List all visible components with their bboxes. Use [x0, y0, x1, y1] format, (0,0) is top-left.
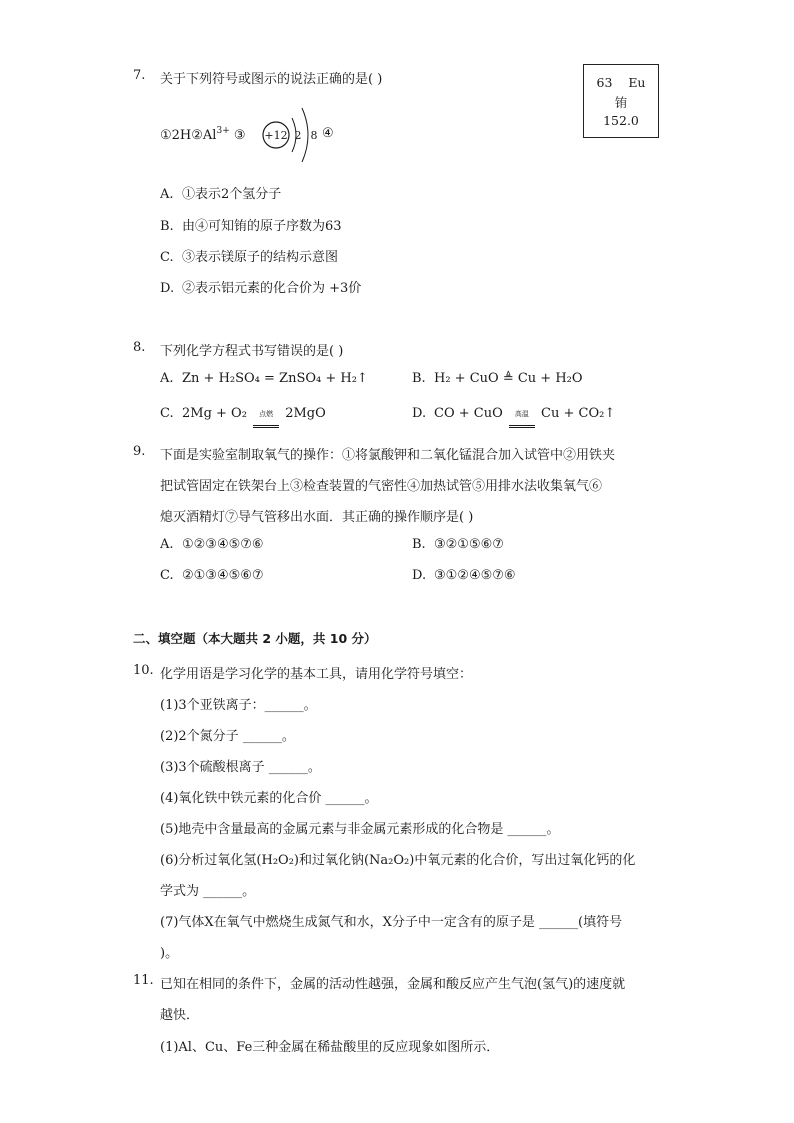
q10-item-5: (5)地壳中含量最高的金属元素与非金属元素形成的化合物是 ______。	[160, 822, 560, 837]
symbol-4-marker: ④	[322, 126, 334, 141]
symbol-3-marker: ③	[233, 128, 246, 143]
element-box-top	[584, 75, 658, 90]
option-letter: A.	[160, 371, 174, 386]
option-letter: D.	[412, 406, 427, 421]
option-text: ①表示2个氢分子	[182, 187, 282, 202]
nucleus-charge: +12	[264, 129, 288, 142]
q9-stem-line-1: 下面是实验室制取氧气的操作：①将氯酸钾和二氧化锰混合加入试管中②用铁夹	[160, 448, 616, 463]
q7-stem: 关于下列符号或图示的说法正确的是( )	[160, 72, 383, 87]
q9-number: 9.	[133, 444, 146, 459]
option-letter: A.	[160, 537, 174, 552]
element-box-europium	[583, 64, 659, 138]
option-text: ③表示镁原子的结构示意图	[182, 250, 339, 265]
q7-option-d	[160, 277, 361, 296]
section-2-heading: 二、填空题（本大题共 2 小题，共 10 分）	[133, 631, 377, 646]
q9-option-b	[412, 537, 504, 552]
q8-stem: 下列化学方程式书写错误的是( )	[160, 344, 344, 359]
reaction-condition: 点燃	[259, 410, 274, 418]
option-letter: D.	[160, 281, 175, 296]
q7-option-c	[160, 246, 338, 265]
element-mass: 152.0	[603, 113, 639, 128]
q11-stem-line-3: (1)Al、Cu、Fe三种金属在稀盐酸里的反应现象如图所示．	[160, 1040, 500, 1055]
symbol-al-charge: 3+	[216, 126, 230, 136]
option-letter: C.	[160, 250, 174, 265]
q10-item-6-line-2: 学式为 ______。	[160, 884, 256, 899]
shell-arc-2	[302, 108, 308, 162]
q8-option-c	[160, 406, 326, 421]
q10-stem: 化学用语是学习化学的基本工具，请用化学符号填空：	[160, 667, 473, 682]
q8-option-b	[412, 371, 583, 386]
option-letter: B.	[412, 371, 426, 386]
element-name: 铕	[614, 95, 628, 110]
option-text: ②①③④⑤⑥⑦	[182, 568, 264, 583]
shell-1-electrons: 2	[294, 129, 302, 142]
q10-item-3: (3)3个硫酸根离子 ______。	[160, 760, 321, 775]
q10-item-6-line-1: (6)分析过氧化氢(H₂O₂)和过氧化钠(Na₂O₂)中氧元素的化合价，写出过氧化钙的化	[160, 853, 636, 868]
q11-number: 11.	[133, 973, 154, 988]
option-letter: D.	[412, 568, 427, 583]
option-letter: C.	[160, 568, 174, 583]
option-text: ③①②④⑤⑦⑥	[434, 568, 516, 583]
symbol-2h: ①2H	[160, 128, 192, 143]
option-text: ③②①⑤⑥⑦	[434, 537, 504, 552]
q9-stem-line-3: 熄灭酒精灯⑦导气管移出水面．其正确的操作顺序是( )	[160, 510, 474, 525]
q9-option-a	[160, 537, 264, 552]
element-symbol: Eu	[628, 75, 646, 90]
q10-item-2: (2)2个氮分子 ______。	[160, 729, 295, 744]
q7-option-b	[160, 215, 342, 234]
q10-item-7-line-1: (7)气体X在氧气中燃烧生成氮气和水，X分子中一定含有的原子是 ______(填符号	[160, 915, 623, 930]
q10-number: 10.	[133, 663, 154, 678]
q7-symbols-row	[160, 126, 246, 143]
option-letter: C.	[160, 406, 174, 421]
q11-stem-line-1: 已知在相同的条件下，金属的活动性越强，金属和酸反应产生气泡(氢气)的速度就	[160, 977, 626, 992]
equation-right: Cu + CO₂↑	[541, 406, 616, 421]
reaction-condition: 高温	[514, 410, 529, 418]
q9-stem-line-2: 把试管固定在铁架台上③检查装置的气密性④加热试管⑤用排水法收集氧气⑥	[160, 479, 603, 494]
q9-option-d	[412, 568, 516, 583]
equation-right: 2MgO	[285, 406, 326, 421]
q7-number: 7.	[133, 68, 146, 83]
option-text: ②表示铝元素的化合价为 +3价	[182, 281, 362, 296]
option-text: ①②③④⑤⑦⑥	[182, 537, 264, 552]
q10-item-4: (4)氧化铁中铁元素的化合价 ______。	[160, 791, 378, 806]
equation-text: Zn + H₂SO₄ = ZnSO₄ + H₂↑	[182, 371, 368, 386]
shell-2-electrons: 8	[310, 129, 318, 142]
option-letter: B.	[412, 537, 426, 552]
q8-option-a	[160, 371, 368, 386]
option-letter: A.	[160, 187, 174, 202]
symbol-al: ②Al	[191, 128, 217, 143]
equation-left: CO + CuO	[434, 406, 503, 421]
q8-number: 8.	[133, 340, 146, 355]
q8-option-d	[412, 406, 615, 421]
equation-text: H₂ + CuO ≜ Cu + H₂O	[434, 371, 583, 386]
q11-stem-line-2: 越快．	[160, 1008, 200, 1023]
equation-left: 2Mg + O₂	[182, 406, 247, 421]
q10-item-1: (1)3个亚铁离子：______。	[160, 698, 317, 713]
q10-item-7-line-2: )。	[160, 946, 179, 961]
element-atomic-number: 63	[596, 75, 613, 90]
q9-option-c	[160, 568, 264, 583]
option-text: 由④可知铕的原子序数为63	[182, 219, 342, 234]
q7-option-a	[160, 183, 281, 202]
option-letter: B.	[160, 219, 174, 234]
